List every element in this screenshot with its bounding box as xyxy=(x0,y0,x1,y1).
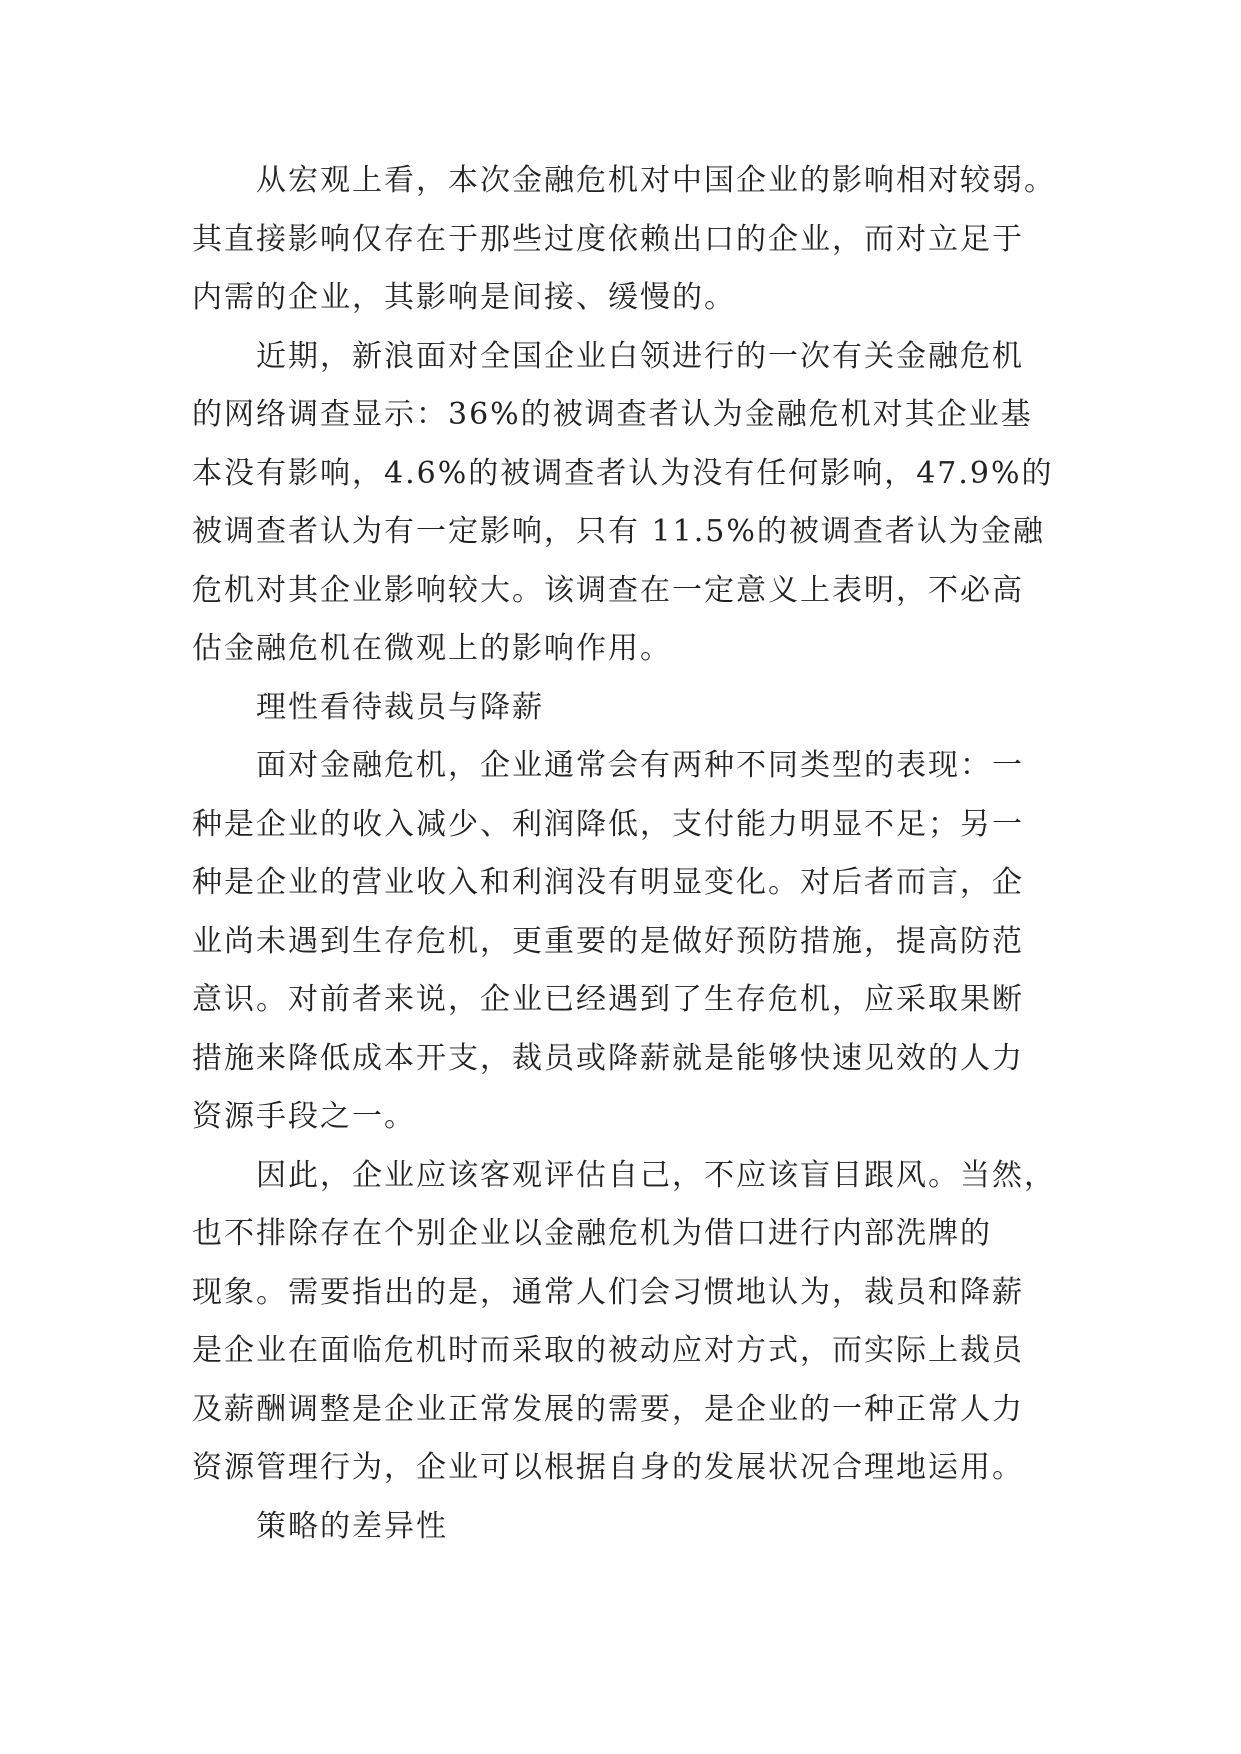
text-line: 资源管理行为，企业可以根据自身的发展状况合理地运用。 xyxy=(192,1450,1024,1485)
text-line: 被调查者认为有一定影响，只有 11.5%的被调查者认为金融 xyxy=(192,514,1045,549)
text-line: 及薪酬调整是企业正常发展的需要，是企业的一种正常人力 xyxy=(192,1391,1024,1427)
text-line: 种是企业的收入减少、利润降低，支付能力明显不足；另一 xyxy=(192,806,1024,842)
text-line: 内需的企业，其影响是间接、缓慢的。 xyxy=(192,280,736,315)
text-line: 业尚未遇到生存危机，更重要的是做好预防措施，提高防范 xyxy=(192,923,1024,959)
text-line: 从宏观上看，本次金融危机对中国企业的影响相对较弱。 xyxy=(256,163,1056,198)
text-line: 现象。需要指出的是，通常人们会习惯地认为，裁员和降薪 xyxy=(192,1274,1024,1310)
text-line: 也不排除存在个别企业以金融危机为借口进行内部洗牌的 xyxy=(192,1216,992,1251)
text-line: 意识。对前者来说，企业已经遇到了生存危机，应采取果断 xyxy=(192,982,1024,1017)
text-line: 本没有影响，4.6%的被调查者认为没有任何影响，47.9%的 xyxy=(192,455,1054,491)
section-heading: 理性看待裁员与降薪 xyxy=(256,689,544,725)
text-line: 的网络调查显示：36%的被调查者认为金融危机对其企业基 xyxy=(192,397,1033,432)
document-body xyxy=(192,152,1092,1556)
text-line: 措施来降低成本开支，裁员或降薪就是能够快速见效的人力 xyxy=(192,1040,1024,1076)
text-line: 种是企业的营业收入和利润没有明显变化。对后者而言，企 xyxy=(192,865,1024,900)
section-heading: 策略的差异性 xyxy=(256,1508,448,1544)
text-line: 估金融危机在微观上的影响作用。 xyxy=(192,631,672,666)
text-line: 因此，企业应该客观评估自己，不应该盲目跟风。当然， xyxy=(256,1157,1056,1193)
text-line: 面对金融危机，企业通常会有两种不同类型的表现：一 xyxy=(256,748,1024,783)
text-line: 危机对其企业影响较大。该调查在一定意义上表明，不必高 xyxy=(192,572,1024,608)
text-line: 近期，新浪面对全国企业白领进行的一次有关金融危机 xyxy=(256,338,1024,374)
text-line: 其直接影响仅存在于那些过度依赖出口的企业，而对立足于 xyxy=(192,221,1024,257)
text-line: 资源手段之一。 xyxy=(192,1099,416,1134)
text-line: 是企业在面临危机时而采取的被动应对方式，而实际上裁员 xyxy=(192,1333,1024,1368)
